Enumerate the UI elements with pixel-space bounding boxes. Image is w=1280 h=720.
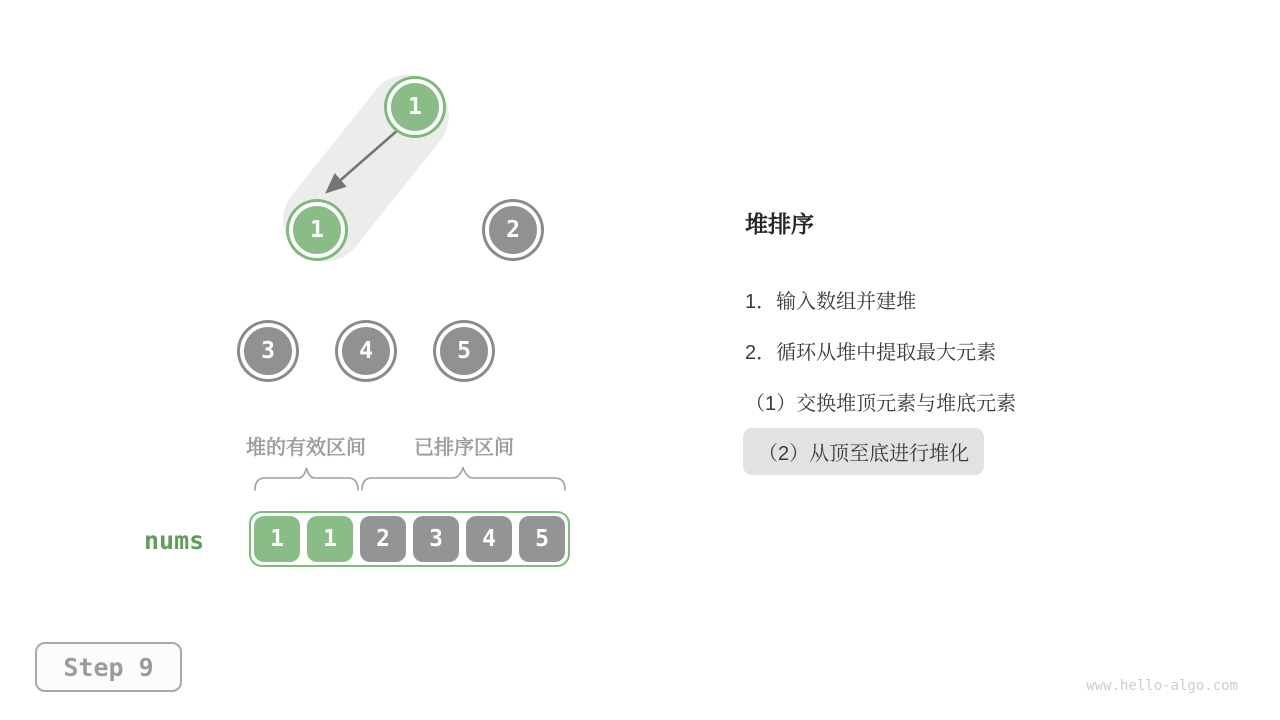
heap-node (338, 323, 394, 379)
heap-node-value: 4 (359, 338, 373, 364)
panel-title: 堆排序 (745, 211, 814, 237)
algorithm-step-item: 2．循环从堆中提取最大元素 (745, 342, 997, 364)
heap-node-value: 2 (506, 217, 520, 243)
heap-node (289, 202, 345, 258)
heap-node-value: 5 (457, 338, 471, 364)
sorted-range-label: 已排序区间 (414, 437, 514, 459)
array-name-label: nums (144, 526, 205, 555)
array-cell: 3 (413, 516, 459, 562)
step-label: Step 9 (63, 652, 154, 682)
heap-node (387, 79, 443, 135)
nums-array (249, 511, 570, 567)
algorithm-step-item-current: （2）从顶至底进行堆化 (743, 428, 984, 475)
heap-node-value: 1 (408, 94, 422, 120)
array-cell: 2 (360, 516, 406, 562)
array-cell: 5 (519, 516, 565, 562)
heap-node (485, 202, 541, 258)
array-cell: 1 (307, 516, 353, 562)
sorted-range-brace (362, 468, 565, 490)
heap-node (240, 323, 296, 379)
array-cell: 1 (254, 516, 300, 562)
heap-range-label: 堆的有效区间 (246, 437, 366, 459)
heap-range-brace (255, 468, 358, 490)
range-braces (240, 462, 580, 498)
watermark: www.hello-algo.com (1086, 678, 1238, 694)
heap-node-value: 1 (310, 217, 324, 243)
heap-node-value: 3 (261, 338, 275, 364)
step-indicator (35, 642, 182, 692)
algorithm-step-item: （1）交换堆顶元素与堆底元素 (745, 393, 1017, 415)
algorithm-step-item: 1．输入数组并建堆 (745, 291, 917, 313)
array-cell: 4 (466, 516, 512, 562)
heap-node (436, 323, 492, 379)
